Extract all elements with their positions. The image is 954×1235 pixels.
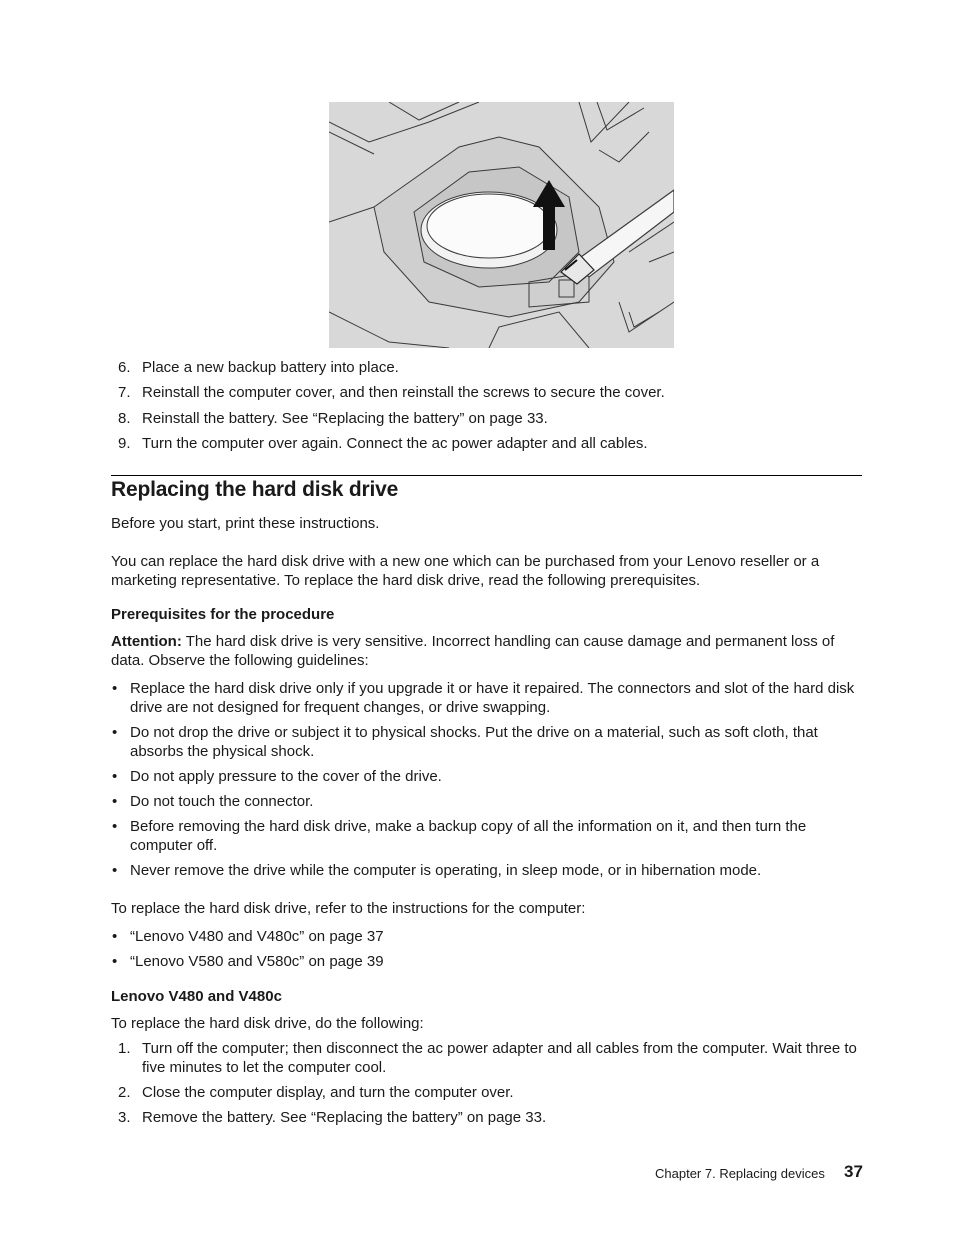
step-text: Reinstall the computer cover, and then reinstall the screws to secure the cover. — [142, 384, 665, 401]
guideline-item — [112, 767, 863, 786]
bullet-icon: • — [112, 768, 118, 785]
step-number: 9. — [118, 435, 131, 452]
step-6 — [118, 358, 399, 377]
step-9 — [118, 434, 648, 453]
guideline-text: Before removing the hard disk drive, make a backup copy of all the information on it, and then turn the computer off. — [130, 818, 807, 854]
step-number: 3. — [118, 1109, 131, 1126]
bullet-icon: • — [112, 818, 118, 835]
guideline-item — [112, 679, 863, 717]
bullet-icon: • — [112, 928, 118, 945]
attention-paragraph — [111, 632, 863, 670]
step-number: 2. — [118, 1084, 131, 1101]
refer-link-v480[interactable]: “Lenovo V480 and V480c” on page 37 — [130, 928, 384, 945]
guideline-item — [112, 817, 827, 855]
screwdriver-battery-icon — [329, 102, 674, 348]
bullet-icon: • — [112, 724, 118, 741]
footer-page-number: 37 — [844, 1162, 863, 1181]
bullet-icon: • — [112, 680, 118, 697]
step-text: Reinstall the battery. See “Replacing the battery” on page 33. — [142, 410, 548, 427]
bullet-icon: • — [112, 793, 118, 810]
guideline-text: Never remove the drive while the computer is operating, in sleep mode, or in hibernation mode. — [130, 862, 762, 879]
v480-step-2 — [118, 1083, 863, 1102]
footer-chapter: Chapter 7. Replacing devices — [655, 1166, 825, 1181]
step-8 — [118, 409, 548, 428]
prerequisites-heading: Prerequisites for the procedure — [111, 606, 335, 623]
refer-paragraph: To replace the hard disk drive, refer to the instructions for the computer: — [111, 900, 586, 917]
step-number: 1. — [118, 1040, 131, 1057]
v480-heading: Lenovo V480 and V480c — [111, 988, 282, 1005]
v480-intro: To replace the hard disk drive, do the following: — [111, 1015, 424, 1032]
attention-label: Attention: — [111, 633, 182, 650]
bullet-icon: • — [112, 862, 118, 879]
guideline-item — [112, 792, 863, 811]
step-text: Turn off the computer; then disconnect the ac power adapter and all cables from the computer. Wait three to five minutes to let the computer cool. — [142, 1040, 857, 1076]
attention-text: The hard disk drive is very sensitive. Incorrect handling can cause damage and permanent loss of data. Observe the following guidelines: — [111, 633, 835, 669]
guideline-text: Replace the hard disk drive only if you upgrade it or have it repaired. The connectors and slot of the hard disk drive are not designed for frequent changes, or drive swapping. — [130, 680, 855, 716]
step-number: 8. — [118, 410, 131, 427]
guideline-text: Do not apply pressure to the cover of the drive. — [130, 768, 442, 785]
v480-step-1 — [118, 1039, 863, 1077]
guideline-text: Do not touch the connector. — [130, 793, 314, 810]
v480-step-3 — [118, 1108, 863, 1127]
intro-paragraph-1: Before you start, print these instructions. — [111, 515, 380, 532]
step-text: Turn the computer over again. Connect the ac power adapter and all cables. — [142, 435, 648, 452]
section-title: Replacing the hard disk drive — [111, 478, 399, 501]
guideline-text: Do not drop the drive or subject it to physical shocks. Put the drive on a material, such as soft cloth, that absorbs the physical shock. — [130, 724, 818, 760]
step-text: Place a new backup battery into place. — [142, 359, 399, 376]
step-number: 7. — [118, 384, 131, 401]
intro-paragraph-2: You can replace the hard disk drive with a new one which can be purchased from your Lenovo reseller or a marketing representative. To replace the hard disk drive, read the following prerequisites. — [111, 553, 820, 589]
section-divider — [111, 475, 862, 476]
step-text: Remove the battery. See “Replacing the battery” on page 33. — [142, 1109, 547, 1126]
step-text: Close the computer display, and turn the computer over. — [142, 1084, 514, 1101]
refer-link-v580[interactable]: “Lenovo V580 and V580c” on page 39 — [130, 953, 384, 970]
guideline-item — [112, 861, 863, 880]
refer-link-item[interactable] — [112, 927, 863, 946]
bullet-icon: • — [112, 953, 118, 970]
backup-battery-illustration — [329, 102, 674, 348]
guideline-item — [112, 723, 863, 761]
step-number: 6. — [118, 359, 131, 376]
step-7 — [118, 383, 665, 402]
refer-link-item[interactable] — [112, 952, 863, 971]
